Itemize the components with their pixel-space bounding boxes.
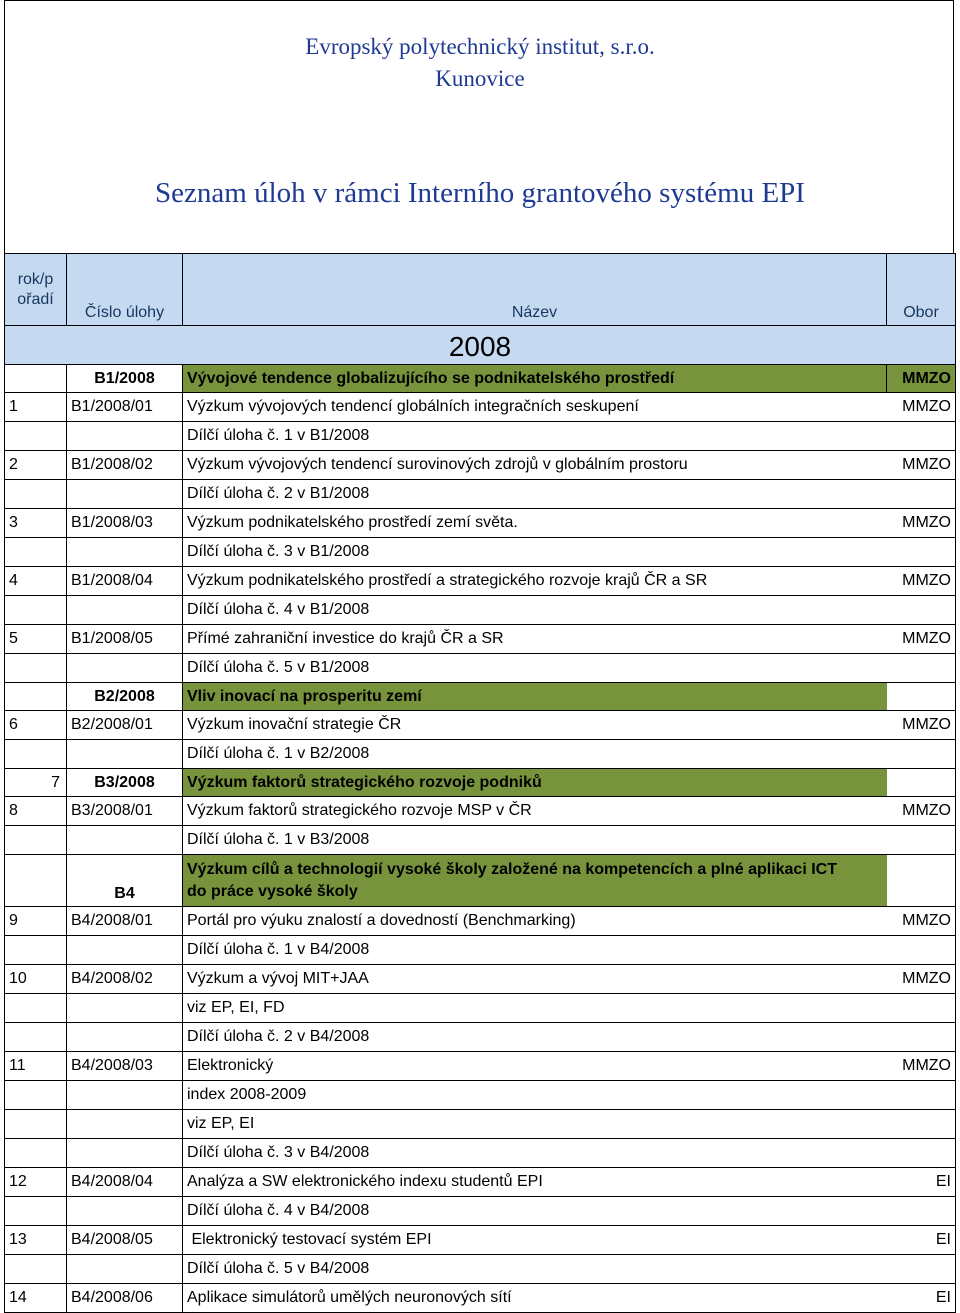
task-field: EI xyxy=(887,1226,956,1255)
task-field-empty xyxy=(887,1023,956,1052)
row-order-empty xyxy=(5,1110,67,1139)
task-name: Aplikace simulátorů umělých neuronových sítí xyxy=(183,1284,887,1313)
row-order-empty xyxy=(5,826,67,855)
task-name: Elektronický xyxy=(183,1052,887,1081)
task-number: B3/2008/01 xyxy=(67,797,183,826)
subtask-name: Dílčí úloha č. 3 v B1/2008 xyxy=(183,538,887,567)
row-order: 8 xyxy=(5,797,67,826)
subtask-name: index 2008-2009 xyxy=(183,1081,887,1110)
row-order xyxy=(5,365,67,393)
group-number: B3/2008 xyxy=(67,769,183,797)
task-field: EI xyxy=(887,1284,956,1313)
task-field-empty xyxy=(887,480,956,509)
task-field: MMZO xyxy=(887,451,956,480)
task-field: MMZO xyxy=(887,567,956,596)
task-number-empty xyxy=(67,936,183,965)
row-order: 2 xyxy=(5,451,67,480)
task-field: MMZO xyxy=(887,393,956,422)
task-field-empty xyxy=(887,1081,956,1110)
task-number-empty xyxy=(67,1139,183,1168)
task-number: B4/2008/02 xyxy=(67,965,183,994)
subtask-name: Dílčí úloha č. 1 v B1/2008 xyxy=(183,422,887,451)
column-header-name: Název xyxy=(183,254,887,326)
task-field: MMZO xyxy=(887,1052,956,1081)
task-name: Výzkum vývojových tendencí surovinových zdrojů v globálním prostoru xyxy=(183,451,887,480)
task-field: MMZO xyxy=(887,965,956,994)
subtask-row xyxy=(5,422,956,451)
row-order: 14 xyxy=(5,1284,67,1313)
subtask-row xyxy=(5,1023,956,1052)
task-name: Analýza a SW elektronického indexu studentů EPI xyxy=(183,1168,887,1197)
task-row xyxy=(5,1226,956,1255)
task-field-empty xyxy=(887,1255,956,1284)
task-name: Výzkum faktorů strategického rozvoje MSP v ČR xyxy=(183,797,887,826)
row-order-empty xyxy=(5,596,67,625)
task-field: MMZO xyxy=(887,711,956,740)
group-name: Výzkum faktorů strategického rozvoje podniků xyxy=(183,769,887,797)
task-number: B4/2008/01 xyxy=(67,907,183,936)
group-number: B2/2008 xyxy=(67,683,183,711)
task-name: Přímé zahraniční investice do krajů ČR a SR xyxy=(183,625,887,654)
task-name: Výzkum inovační strategie ČR xyxy=(183,711,887,740)
subtask-row xyxy=(5,936,956,965)
row-order-empty xyxy=(5,1197,67,1226)
task-number: B1/2008/04 xyxy=(67,567,183,596)
task-number: B4/2008/03 xyxy=(67,1052,183,1081)
task-number: B1/2008/03 xyxy=(67,509,183,538)
group-row xyxy=(5,769,956,797)
task-field-empty xyxy=(887,1139,956,1168)
row-order: 1 xyxy=(5,393,67,422)
task-number-empty xyxy=(67,538,183,567)
task-field-empty xyxy=(887,422,956,451)
subtask-row xyxy=(5,654,956,683)
task-name: Výzkum a vývoj MIT+JAA xyxy=(183,965,887,994)
row-order-empty xyxy=(5,538,67,567)
row-order: 13 xyxy=(5,1226,67,1255)
row-order xyxy=(5,683,67,711)
task-number-empty xyxy=(67,1023,183,1052)
row-order: 10 xyxy=(5,965,67,994)
task-row xyxy=(5,567,956,596)
task-field-empty xyxy=(887,826,956,855)
task-row xyxy=(5,1284,956,1313)
row-order-empty xyxy=(5,1081,67,1110)
task-row xyxy=(5,797,956,826)
subtask-row xyxy=(5,1139,956,1168)
group-row xyxy=(5,855,956,907)
subtask-name: Dílčí úloha č. 4 v B4/2008 xyxy=(183,1197,887,1226)
task-number: B4/2008/04 xyxy=(67,1168,183,1197)
task-row xyxy=(5,625,956,654)
group-field xyxy=(887,683,956,711)
subtask-name: viz EP, EI xyxy=(183,1110,887,1139)
task-number: B4/2008/06 xyxy=(67,1284,183,1313)
row-order-empty xyxy=(5,994,67,1023)
task-field: MMZO xyxy=(887,509,956,538)
task-field: MMZO xyxy=(887,797,956,826)
task-number-empty xyxy=(67,994,183,1023)
subtask-row xyxy=(5,1197,956,1226)
group-name: Vývojové tendence globalizujícího se podnikatelského prostředí xyxy=(183,365,887,393)
row-order: 7 xyxy=(5,769,67,797)
task-number: B4/2008/05 xyxy=(67,1226,183,1255)
group-name-line: Výzkum cílů a technologií vysoké školy založené na kompetencích a plné aplikaci ICT xyxy=(187,860,837,878)
task-field-empty xyxy=(887,596,956,625)
subtask-name: viz EP, EI, FD xyxy=(183,994,887,1023)
row-order-empty xyxy=(5,422,67,451)
subtask-name: Dílčí úloha č. 2 v B1/2008 xyxy=(183,480,887,509)
row-order: 11 xyxy=(5,1052,67,1081)
subtask-name: Dílčí úloha č. 5 v B4/2008 xyxy=(183,1255,887,1284)
task-number-empty xyxy=(67,422,183,451)
row-order-empty xyxy=(5,1255,67,1284)
row-order-empty xyxy=(5,480,67,509)
task-field-empty xyxy=(887,654,956,683)
row-order: 3 xyxy=(5,509,67,538)
task-number-empty xyxy=(67,1255,183,1284)
task-row xyxy=(5,393,956,422)
column-header-order-label: rok/p ořadí xyxy=(17,270,54,308)
row-order xyxy=(5,855,67,907)
task-field: EI xyxy=(887,1168,956,1197)
subtask-row xyxy=(5,1110,956,1139)
task-number-empty xyxy=(67,480,183,509)
subtask-row xyxy=(5,596,956,625)
subtask-row xyxy=(5,740,956,769)
task-number-empty xyxy=(67,1110,183,1139)
column-header-order xyxy=(5,254,67,326)
subtask-name: Dílčí úloha č. 1 v B4/2008 xyxy=(183,936,887,965)
subtask-row xyxy=(5,826,956,855)
group-name xyxy=(183,855,887,907)
task-number: B2/2008/01 xyxy=(67,711,183,740)
task-row xyxy=(5,451,956,480)
row-order: 9 xyxy=(5,907,67,936)
task-number-empty xyxy=(67,1081,183,1110)
subtask-name: Dílčí úloha č. 2 v B4/2008 xyxy=(183,1023,887,1052)
group-field xyxy=(887,855,956,907)
subtask-row xyxy=(5,994,956,1023)
subtask-row xyxy=(5,480,956,509)
task-name: Výzkum podnikatelského prostředí zemí světa. xyxy=(183,509,887,538)
task-number-empty xyxy=(67,1197,183,1226)
subtask-name: Dílčí úloha č. 1 v B3/2008 xyxy=(183,826,887,855)
task-name: Výzkum podnikatelského prostředí a strategického rozvoje krajů ČR a SR xyxy=(183,567,887,596)
task-field: MMZO xyxy=(887,907,956,936)
task-number: B1/2008/01 xyxy=(67,393,183,422)
task-name: Elektronický testovací systém EPI xyxy=(183,1226,887,1255)
row-order-empty xyxy=(5,740,67,769)
row-order-empty xyxy=(5,1139,67,1168)
subtask-name: Dílčí úloha č. 4 v B1/2008 xyxy=(183,596,887,625)
task-field-empty xyxy=(887,740,956,769)
group-number: B4 xyxy=(67,855,183,907)
row-order: 4 xyxy=(5,567,67,596)
row-order-empty xyxy=(5,1023,67,1052)
task-field-empty xyxy=(887,538,956,567)
task-number: B1/2008/05 xyxy=(67,625,183,654)
row-order-empty xyxy=(5,654,67,683)
column-header-number: Číslo úlohy xyxy=(67,254,183,326)
row-order: 6 xyxy=(5,711,67,740)
task-field-empty xyxy=(887,1197,956,1226)
task-row xyxy=(5,1052,956,1081)
task-row xyxy=(5,1168,956,1197)
task-number-empty xyxy=(67,654,183,683)
task-number-empty xyxy=(67,740,183,769)
subtask-name: Dílčí úloha č. 1 v B2/2008 xyxy=(183,740,887,769)
group-row xyxy=(5,365,956,393)
group-field xyxy=(887,769,956,797)
row-order: 5 xyxy=(5,625,67,654)
task-row xyxy=(5,907,956,936)
task-row xyxy=(5,509,956,538)
document-title: Seznam úloh v rámci Interního grantového systému EPI xyxy=(155,177,805,209)
year-label: 2008 xyxy=(5,326,956,365)
subtask-name: Dílčí úloha č. 5 v B1/2008 xyxy=(183,654,887,683)
task-name: Portál pro výuku znalostí a dovedností (Benchmarking) xyxy=(183,907,887,936)
group-field: MMZO xyxy=(887,365,956,393)
subtask-row xyxy=(5,1255,956,1284)
column-header-field: Obor xyxy=(887,254,956,326)
task-row xyxy=(5,965,956,994)
task-number-empty xyxy=(67,826,183,855)
institution-city: Kunovice xyxy=(435,66,525,91)
table-header-row xyxy=(5,254,956,326)
task-field: MMZO xyxy=(887,625,956,654)
group-row xyxy=(5,683,956,711)
task-field-empty xyxy=(887,1110,956,1139)
row-order-empty xyxy=(5,936,67,965)
task-row xyxy=(5,711,956,740)
subtask-row xyxy=(5,538,956,567)
task-table xyxy=(4,253,956,1313)
task-field-empty xyxy=(887,994,956,1023)
subtask-name: Dílčí úloha č. 3 v B4/2008 xyxy=(183,1139,887,1168)
row-order: 12 xyxy=(5,1168,67,1197)
group-name: Vliv inovací na prosperitu zemí xyxy=(183,683,887,711)
group-number: B1/2008 xyxy=(67,365,183,393)
institution-name: Evropský polytechnický institut, s.r.o. xyxy=(305,34,655,59)
task-name: Výzkum vývojových tendencí globálních integračních seskupení xyxy=(183,393,887,422)
group-name-line: do práce vysoké školy xyxy=(187,882,358,900)
task-field-empty xyxy=(887,936,956,965)
task-number: B1/2008/02 xyxy=(67,451,183,480)
task-number-empty xyxy=(67,596,183,625)
subtask-row xyxy=(5,1081,956,1110)
year-row xyxy=(5,326,956,365)
